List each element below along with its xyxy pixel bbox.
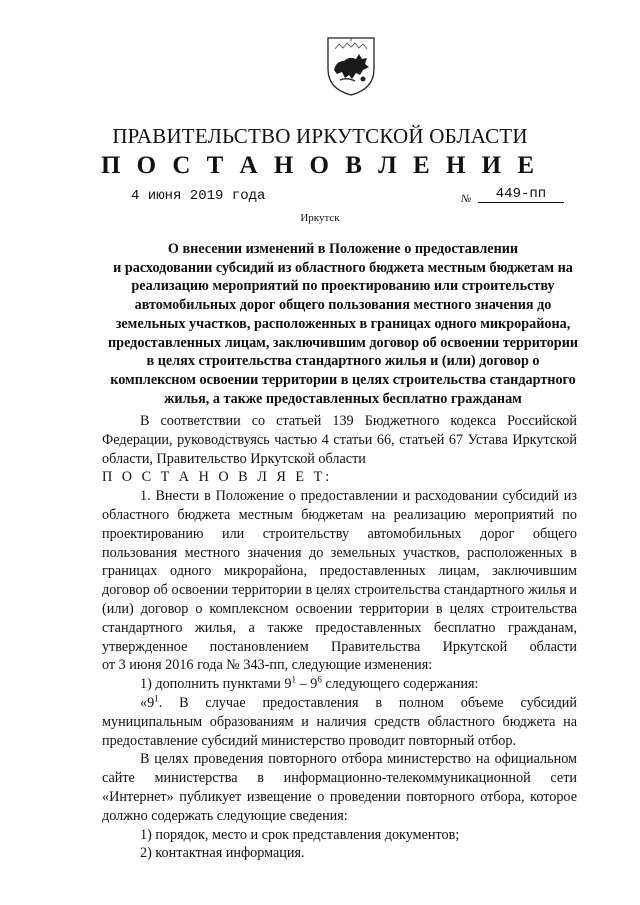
body-line: области, Правительство Иркутской области [102, 450, 366, 467]
document-number: 449-пп [478, 186, 564, 203]
body-line: муниципальным образованиям и наличия средств областного бюджета на [102, 713, 577, 730]
body-line: стандартного жилья, а также предоставленных бесплатно гражданам, [102, 619, 577, 636]
title-line: и расходовании субсидий из областного бюджета местным бюджетам на [113, 259, 573, 276]
body-line: «Интернет» публикует извещение о проведении повторного отбора, которое [102, 788, 577, 805]
title-line: предоставленных лицам, заключившим договор об освоении территории [108, 334, 579, 351]
decree-heading: П О С Т А Н О В Л Я Е Т: [102, 469, 333, 486]
body-line: В соответствии со статьей 139 Бюджетного кодекса Российской [140, 413, 577, 429]
title-line: комплексном освоении территории в целях строительства стандартного [110, 371, 576, 388]
body-line: договор об освоении территории в целях строительства стандартного жилья и [102, 582, 577, 599]
body-line: (или) договор о комплексном освоении территории в целях строительства [102, 600, 577, 617]
subitem-text: – 9 [296, 676, 318, 693]
superscript: 6 [317, 674, 322, 685]
title-line: реализацию мероприятий по проектированию или строительству [131, 278, 555, 295]
title-line: земельных участков, расположенных в границах одного микрорайона, [115, 315, 571, 332]
body-line: проектированию или строительству автомобильных дорог общего [102, 525, 577, 542]
clause-text: . В случае предоставления в полном объеме субсидий [158, 694, 577, 711]
clause-line [102, 694, 577, 713]
body-line: областного бюджета местным бюджетам на реализацию мероприятий по [102, 506, 577, 523]
irkutsk-coat-of-arms-icon [325, 35, 377, 97]
number-sign: № [461, 193, 472, 205]
title-line: жилья, а также предоставленных бесплатно гражданам [164, 390, 522, 407]
document-type: П О С Т А Н О В Л Е Н И Е [100, 152, 540, 179]
document-body [102, 412, 577, 863]
government-name: ПРАВИТЕЛЬСТВО ИРКУТСКОЙ ОБЛАСТИ [112, 124, 528, 148]
body-line: сайте министерства в информационно-телекоммуникационной сети [102, 770, 577, 787]
document-title [108, 240, 578, 408]
document-date: 4 июня 2019 года [131, 188, 266, 204]
body-line: утвержденное постановлением Правительства Иркутской области [102, 638, 577, 655]
body-line: границах одного микрорайона, предоставленных лицам, заключившим [102, 563, 577, 580]
clause-number: «9 [140, 694, 155, 711]
body-line: Федерации, руководствуясь частью 4 статьи 66, статьей 67 Устава Иркутской [102, 431, 577, 448]
body-line: должно содержать следующие сведения: [102, 807, 348, 824]
title-line: в целях строительства стандартного жилья и (или) договор о [146, 353, 540, 370]
subitem-text: следующего содержания: [321, 676, 479, 693]
superscript: 1 [291, 674, 297, 685]
city: Иркутск [300, 212, 340, 224]
subitem-line [102, 675, 577, 694]
title-line: О внесении изменений в Положение о предоставлении [167, 241, 519, 257]
body-line: 1. Внести в Положение о предоставлении и расходовании субсидий из [140, 488, 577, 505]
body-line: от 3 июня 2016 года № 343-пп, следующие изменения: [102, 657, 433, 674]
list-item: 1) порядок, место и срок представления документов; [140, 826, 460, 843]
body-line: В целях проведения повторного отбора министерство на официальном [140, 751, 577, 768]
subitem-text: 1) дополнить пунктами 9 [140, 676, 292, 693]
body-line: предоставление субсидий министерство проводит повторный отбор. [102, 732, 516, 749]
body-line: пользования местного значения до земельных участков, расположенных в [102, 544, 577, 561]
list-item: 2) контактная информация. [140, 845, 305, 862]
title-line: автомобильных дорог общего пользования местного значения до [134, 297, 552, 314]
superscript: 1 [154, 693, 159, 704]
